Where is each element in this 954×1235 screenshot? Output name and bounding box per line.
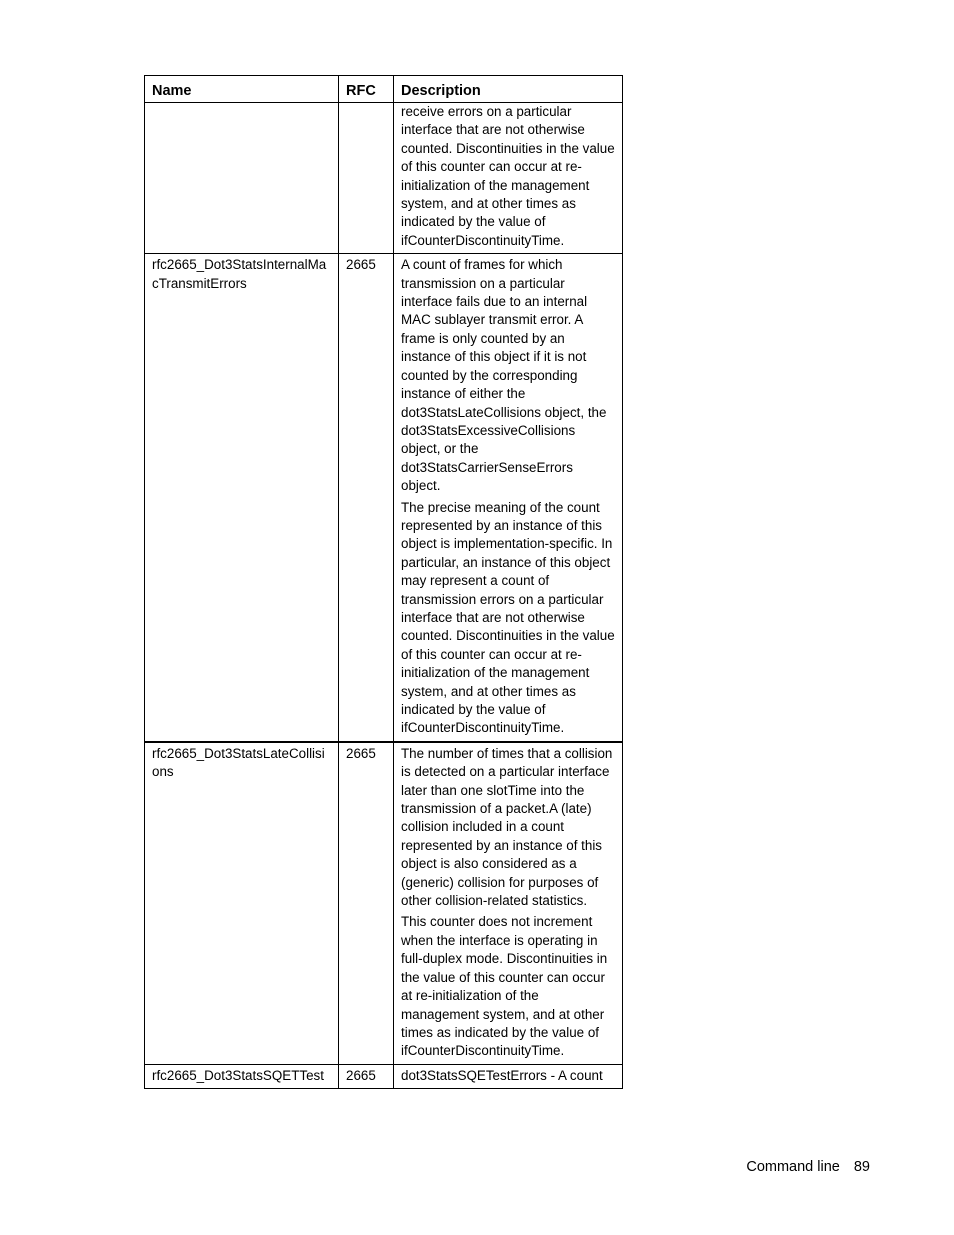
description-paragraph: The number of times that a collision is detected on a particular interface later than one slotTime into the transmission of a packet.A (late) collision included in a count represented by an instance of this object is also considered as a (generic) collision for purposes of other collision-related statistics. xyxy=(401,745,613,909)
description-paragraph: dot3StatsSQETestErrors - A count xyxy=(401,1067,603,1083)
header-rfc: RFC xyxy=(339,76,394,103)
header-name: Name xyxy=(145,76,339,103)
rfc-cell: 2665 xyxy=(339,742,394,1064)
table-row xyxy=(145,1064,623,1088)
page-number: 89 xyxy=(853,1159,870,1175)
description-cell xyxy=(394,103,623,254)
header-description: Description xyxy=(394,76,623,103)
description-paragraph: receive errors on a particular interface that are not otherwise counted. Discontinuities in the value of this counter can occur at re-initialization of the management system, and at other times as indicated by the value of ifCounterDiscontinuityTime. xyxy=(401,104,615,248)
description-cell xyxy=(394,742,623,1064)
table-row xyxy=(145,103,623,254)
description-paragraph: This counter does not increment when the interface is operating in full-duplex mode. Discontinuities in the value of this counter can occur at re-initialization of the management system, and at other times as indicated by the value of ifCounterDiscontinuityTime. xyxy=(401,914,608,1059)
description-paragraph: The precise meaning of the count represented by an instance of this object is implementation-specific. In particular, an instance of this object may represent a count of transmission errors on a particular interface that are not otherwise counted. Discontinuities in the value of this counter can occur at re-initialization of the management system, and at other times as indicated by the value of ifCounterDiscontinuityTime. xyxy=(401,499,615,736)
rfc-cell xyxy=(339,103,394,254)
object-name-cell xyxy=(145,103,339,254)
object-name-cell: rfc2665_Dot3StatsSQETTest xyxy=(145,1064,339,1088)
table-row xyxy=(145,742,623,1064)
table-row xyxy=(145,254,623,742)
description-cell xyxy=(394,1064,623,1088)
rfc-cell: 2665 xyxy=(339,1064,394,1088)
footer-section-label: Command line xyxy=(746,1159,840,1175)
description-paragraph: A count of frames for which transmission on a particular interface fails due to an internal MAC sublayer transmit error. A frame is only counted by an instance of this object if it is not counted by the corresponding instance of either the dot3StatsLateCollisions object, the dot3StatsExcessiveCollisions object, or the dot3StatsCarrierSenseErrors object. xyxy=(401,257,607,494)
table-header-row xyxy=(145,76,623,103)
object-name-cell: rfc2665_Dot3StatsInternalMacTransmitErrors xyxy=(145,254,339,742)
rfc-cell: 2665 xyxy=(339,254,394,742)
page-footer xyxy=(746,1158,870,1176)
description-cell xyxy=(394,254,623,742)
mib-objects-table xyxy=(144,75,623,1089)
object-name-cell: rfc2665_Dot3StatsLateCollisions xyxy=(145,742,339,1064)
